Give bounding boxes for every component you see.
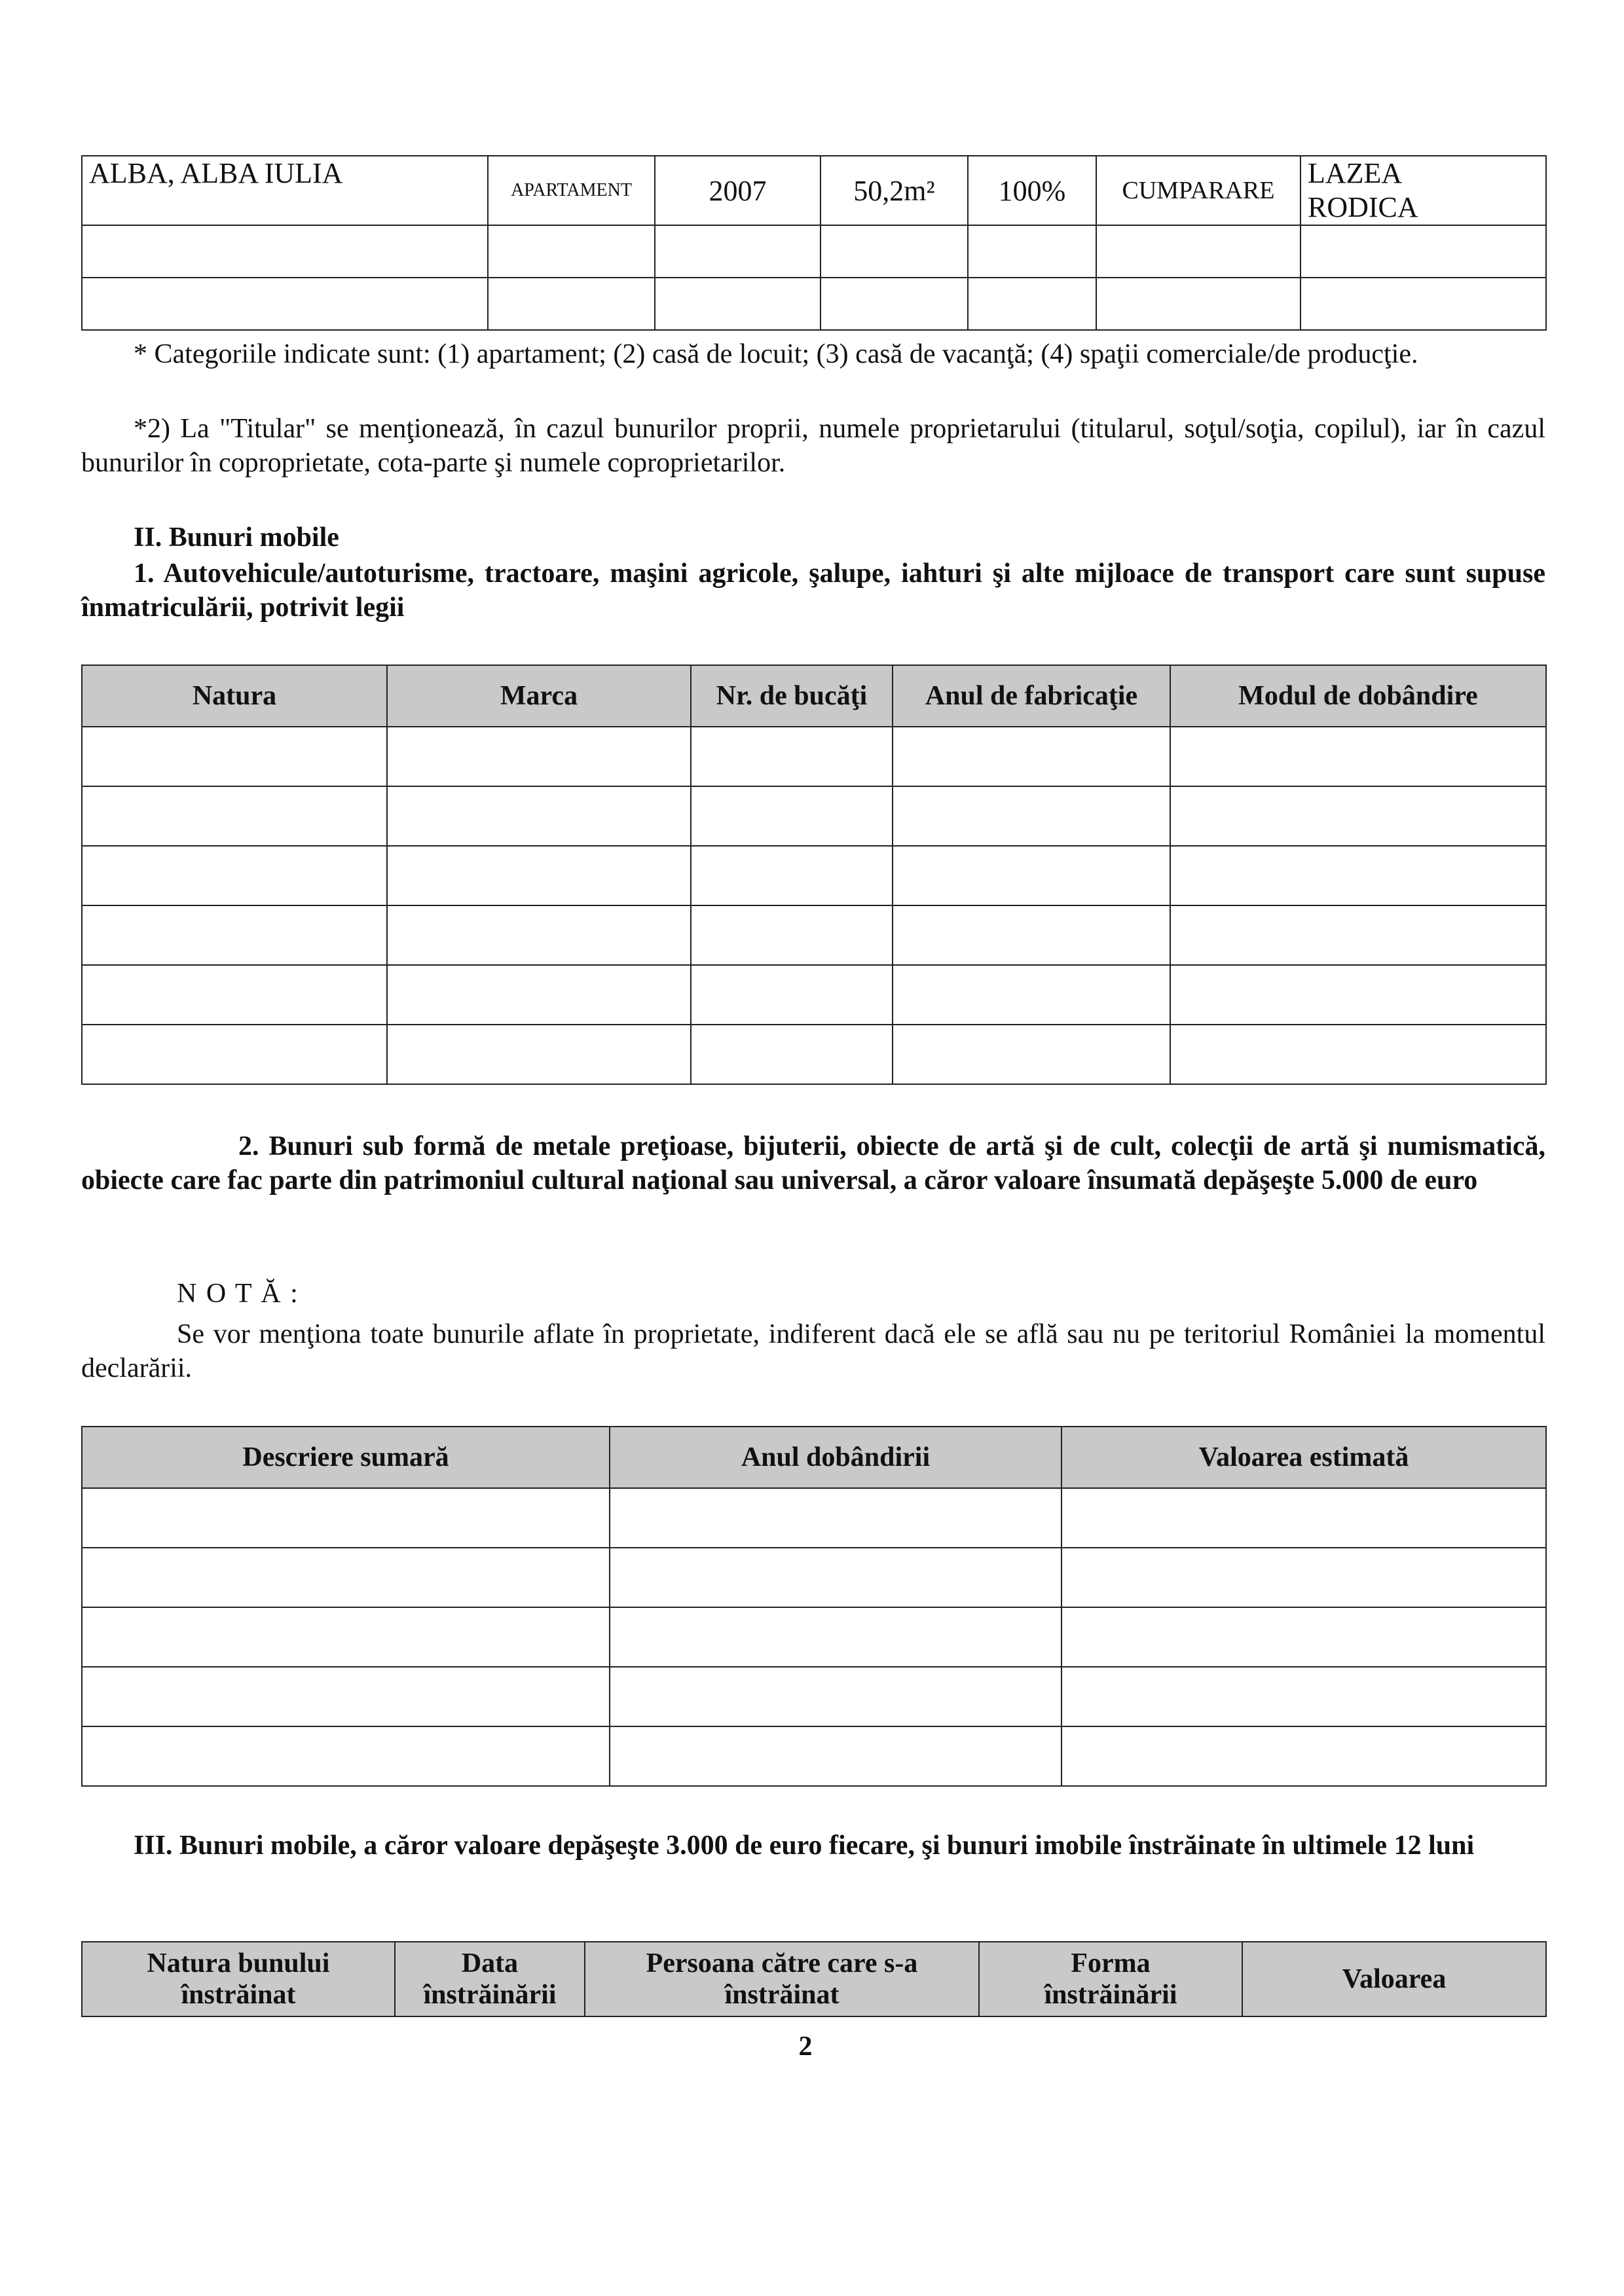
col-descriere-sumara: Descriere sumară [82, 1427, 610, 1488]
owner-line2: RODICA [1308, 191, 1418, 223]
alienated-goods-table [81, 1941, 1547, 2017]
table-row [82, 1548, 1546, 1607]
nota-text: Se vor menţiona toate bunurile aflate în proprietate, indiferent dacă ele se află sau nu pe teritoriul României la momentul declarării. [81, 1319, 1545, 1383]
section-title-bunuri-mobile: II. Bunuri mobile [134, 522, 339, 553]
table-row [82, 1726, 1546, 1786]
col-forma-instrainarii: Forma înstrăinării [979, 1942, 1242, 2016]
page-number: 2 [798, 2032, 813, 2062]
col-valoarea-estimata: Valoarea estimată [1061, 1427, 1546, 1488]
table-row [82, 846, 1546, 905]
section-title-instrainate: III. Bunuri mobile, a căror valoare depăşeşte 3.000 de euro fiecare, şi bunuri imobile înstrăinate în ultimele 12 luni [134, 1831, 1475, 1861]
table-row [82, 1025, 1546, 1084]
table-row [82, 1488, 1546, 1548]
year-cell: 2007 [655, 156, 821, 225]
col-anul-fabricatie: Anul de fabricaţie [893, 665, 1170, 727]
share-cell: 100% [968, 156, 1096, 225]
table-row [82, 786, 1546, 846]
owner-cell [1301, 156, 1546, 225]
area-cell: 50,2m² [821, 156, 968, 225]
table-header-row [82, 1427, 1546, 1488]
col-nr-bucati: Nr. de bucăţi [691, 665, 893, 727]
table-row [82, 1607, 1546, 1667]
table-row [82, 225, 1546, 278]
real-estate-table [81, 155, 1547, 331]
col-valoarea: Valoarea [1242, 1942, 1546, 2016]
col-natura-bunului: Natura bunului înstrăinat [82, 1942, 395, 2016]
category-cell: APARTAMENT [488, 156, 655, 225]
col-natura: Natura [82, 665, 387, 727]
table-row [82, 1667, 1546, 1726]
col-modul-dobandire: Modul de dobândire [1170, 665, 1546, 727]
table-row [82, 278, 1546, 330]
note-categories: * Categoriile indicate sunt: (1) apartament; (2) casă de locuit; (3) casă de vacanţă; (4) spaţii comerciale/de producţie. [134, 339, 1418, 369]
subsection-precious-goods: 2. Bunuri sub formă de metale preţioase, bijuterii, obiecte de artă şi de cult, colecţii de artă şi numismatică, obiecte care fac parte din patrimoniul cultural naţional sau universal, a căror valoare însumată depăşeşte 5.000 de euro [81, 1131, 1545, 1195]
table-row [82, 727, 1546, 786]
mode-cell: CUMPARARE [1096, 156, 1301, 225]
col-marca: Marca [387, 665, 691, 727]
col-anul-dobandirii: Anul dobândirii [610, 1427, 1061, 1488]
col-persoana: Persoana către care s-a înstrăinat [585, 1942, 979, 2016]
vehicles-table [81, 665, 1547, 1085]
col-data-instrainarii: Data înstrăinării [395, 1942, 585, 2016]
table-row [82, 156, 1546, 225]
table-header-row [82, 665, 1546, 727]
table-row [82, 965, 1546, 1025]
table-row [82, 905, 1546, 965]
address-cell: ALBA, ALBA IULIA [82, 156, 488, 225]
subsection-vehicles: 1. Autovehicule/autoturisme, tractoare, maşini agricole, şalupe, iahturi şi alte mijloace de transport care sunt supuse înmatriculării, potrivit legii [81, 558, 1545, 623]
table-header-row [82, 1942, 1546, 2016]
precious-goods-table [81, 1426, 1547, 1787]
owner-line1: LAZEA [1308, 157, 1403, 189]
note-titular: *2) La "Titular" se menţionează, în cazul bunurilor proprii, numele proprietarului (titularul, soţul/soţia, copilul), iar în cazul bunurilor în coproprietate, cota-parte şi numele coproprietarilor. [81, 414, 1545, 478]
nota-label: N O T Ă : [177, 1279, 299, 1309]
